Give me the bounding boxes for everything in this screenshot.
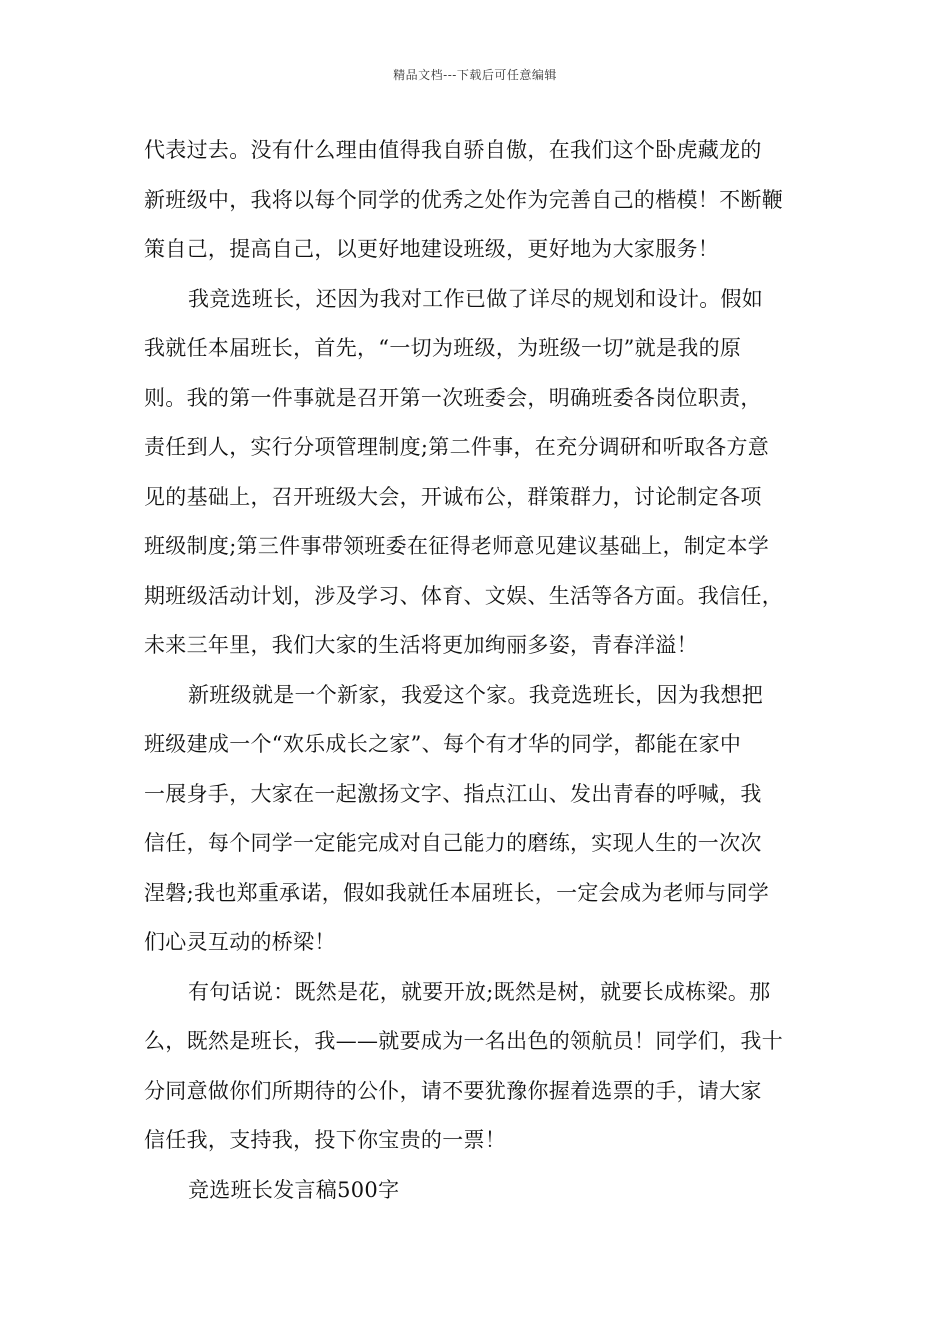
body-line: 策自己，提高自己，以更好地建设班级，更好地为大家服务！: [144, 237, 720, 261]
body-line: 我就任本届班长，首先，“一切为班级，为班级一切”就是我的原: [144, 336, 742, 360]
body-line: 期班级活动计划，涉及学习、体育、文娱、生活等各方面。我信任，: [144, 583, 783, 608]
body-line: 一展身手，大家在一起激扬文字、指点江山、发出青春的呼喊，我: [144, 781, 762, 806]
body-line: 分同意做你们所期待的公仆，请不要犹豫你握着选票的手，请大家: [144, 1078, 762, 1103]
body-line: 代表过去。没有什么理由值得我自骄自傲，在我们这个卧虎藏龙的: [144, 138, 762, 162]
body-line: 班级建成一个“欢乐成长之家”、每个有才华的同学，都能在家中: [144, 732, 742, 756]
body-line: 们心灵互动的桥梁！: [144, 930, 336, 954]
paragraph-start-line: 有句话说：既然是花，就要开放;既然是树，就要长成栋梁。那: [188, 979, 771, 1004]
section-title-line: 竞选班长发言稿500字: [188, 1177, 400, 1202]
body-line: 见的基础上，召开班级大会，开诚布公，群策群力，讨论制定各项: [144, 484, 762, 509]
document-body: [144, 126, 824, 1215]
body-line: 涅磐;我也郑重承诺，假如我就任本届班长，一定会成为老师与同学: [144, 880, 770, 905]
body-line: 则。我的第一件事就是召开第一次班委会，明确班委各岗位职责，: [144, 385, 762, 410]
body-line: 责任到人，实行分项管理制度;第二件事，在充分调研和听取各方意: [144, 435, 770, 459]
body-line: 未来三年里，我们大家的生活将更加绚丽多姿，青春洋溢！: [144, 633, 698, 657]
page-header: 精品文档---下载后可任意编辑: [393, 68, 557, 82]
body-line: 信任，每个同学一定能完成对自己能力的磨练，实现人生的一次次: [144, 831, 762, 855]
body-line: 信任我，支持我，投下你宝贵的一票！: [144, 1128, 507, 1152]
paragraph-start-line: 我竞选班长，还因为我对工作已做了详尽的规划和设计。假如: [188, 286, 764, 311]
body-line: 班级制度;第三件事带领班委在征得老师意见建议基础上，制定本学: [144, 534, 770, 558]
body-line: 么，既然是班长，我——就要成为一名出色的领航员！同学们，我十: [144, 1029, 783, 1053]
body-line: 新班级中，我将以每个同学的优秀之处作为完善自己的楷模！不断鞭: [144, 187, 783, 212]
paragraph-start-line: 新班级就是一个新家，我爱这个家。我竞选班长，因为我想把: [188, 682, 764, 707]
